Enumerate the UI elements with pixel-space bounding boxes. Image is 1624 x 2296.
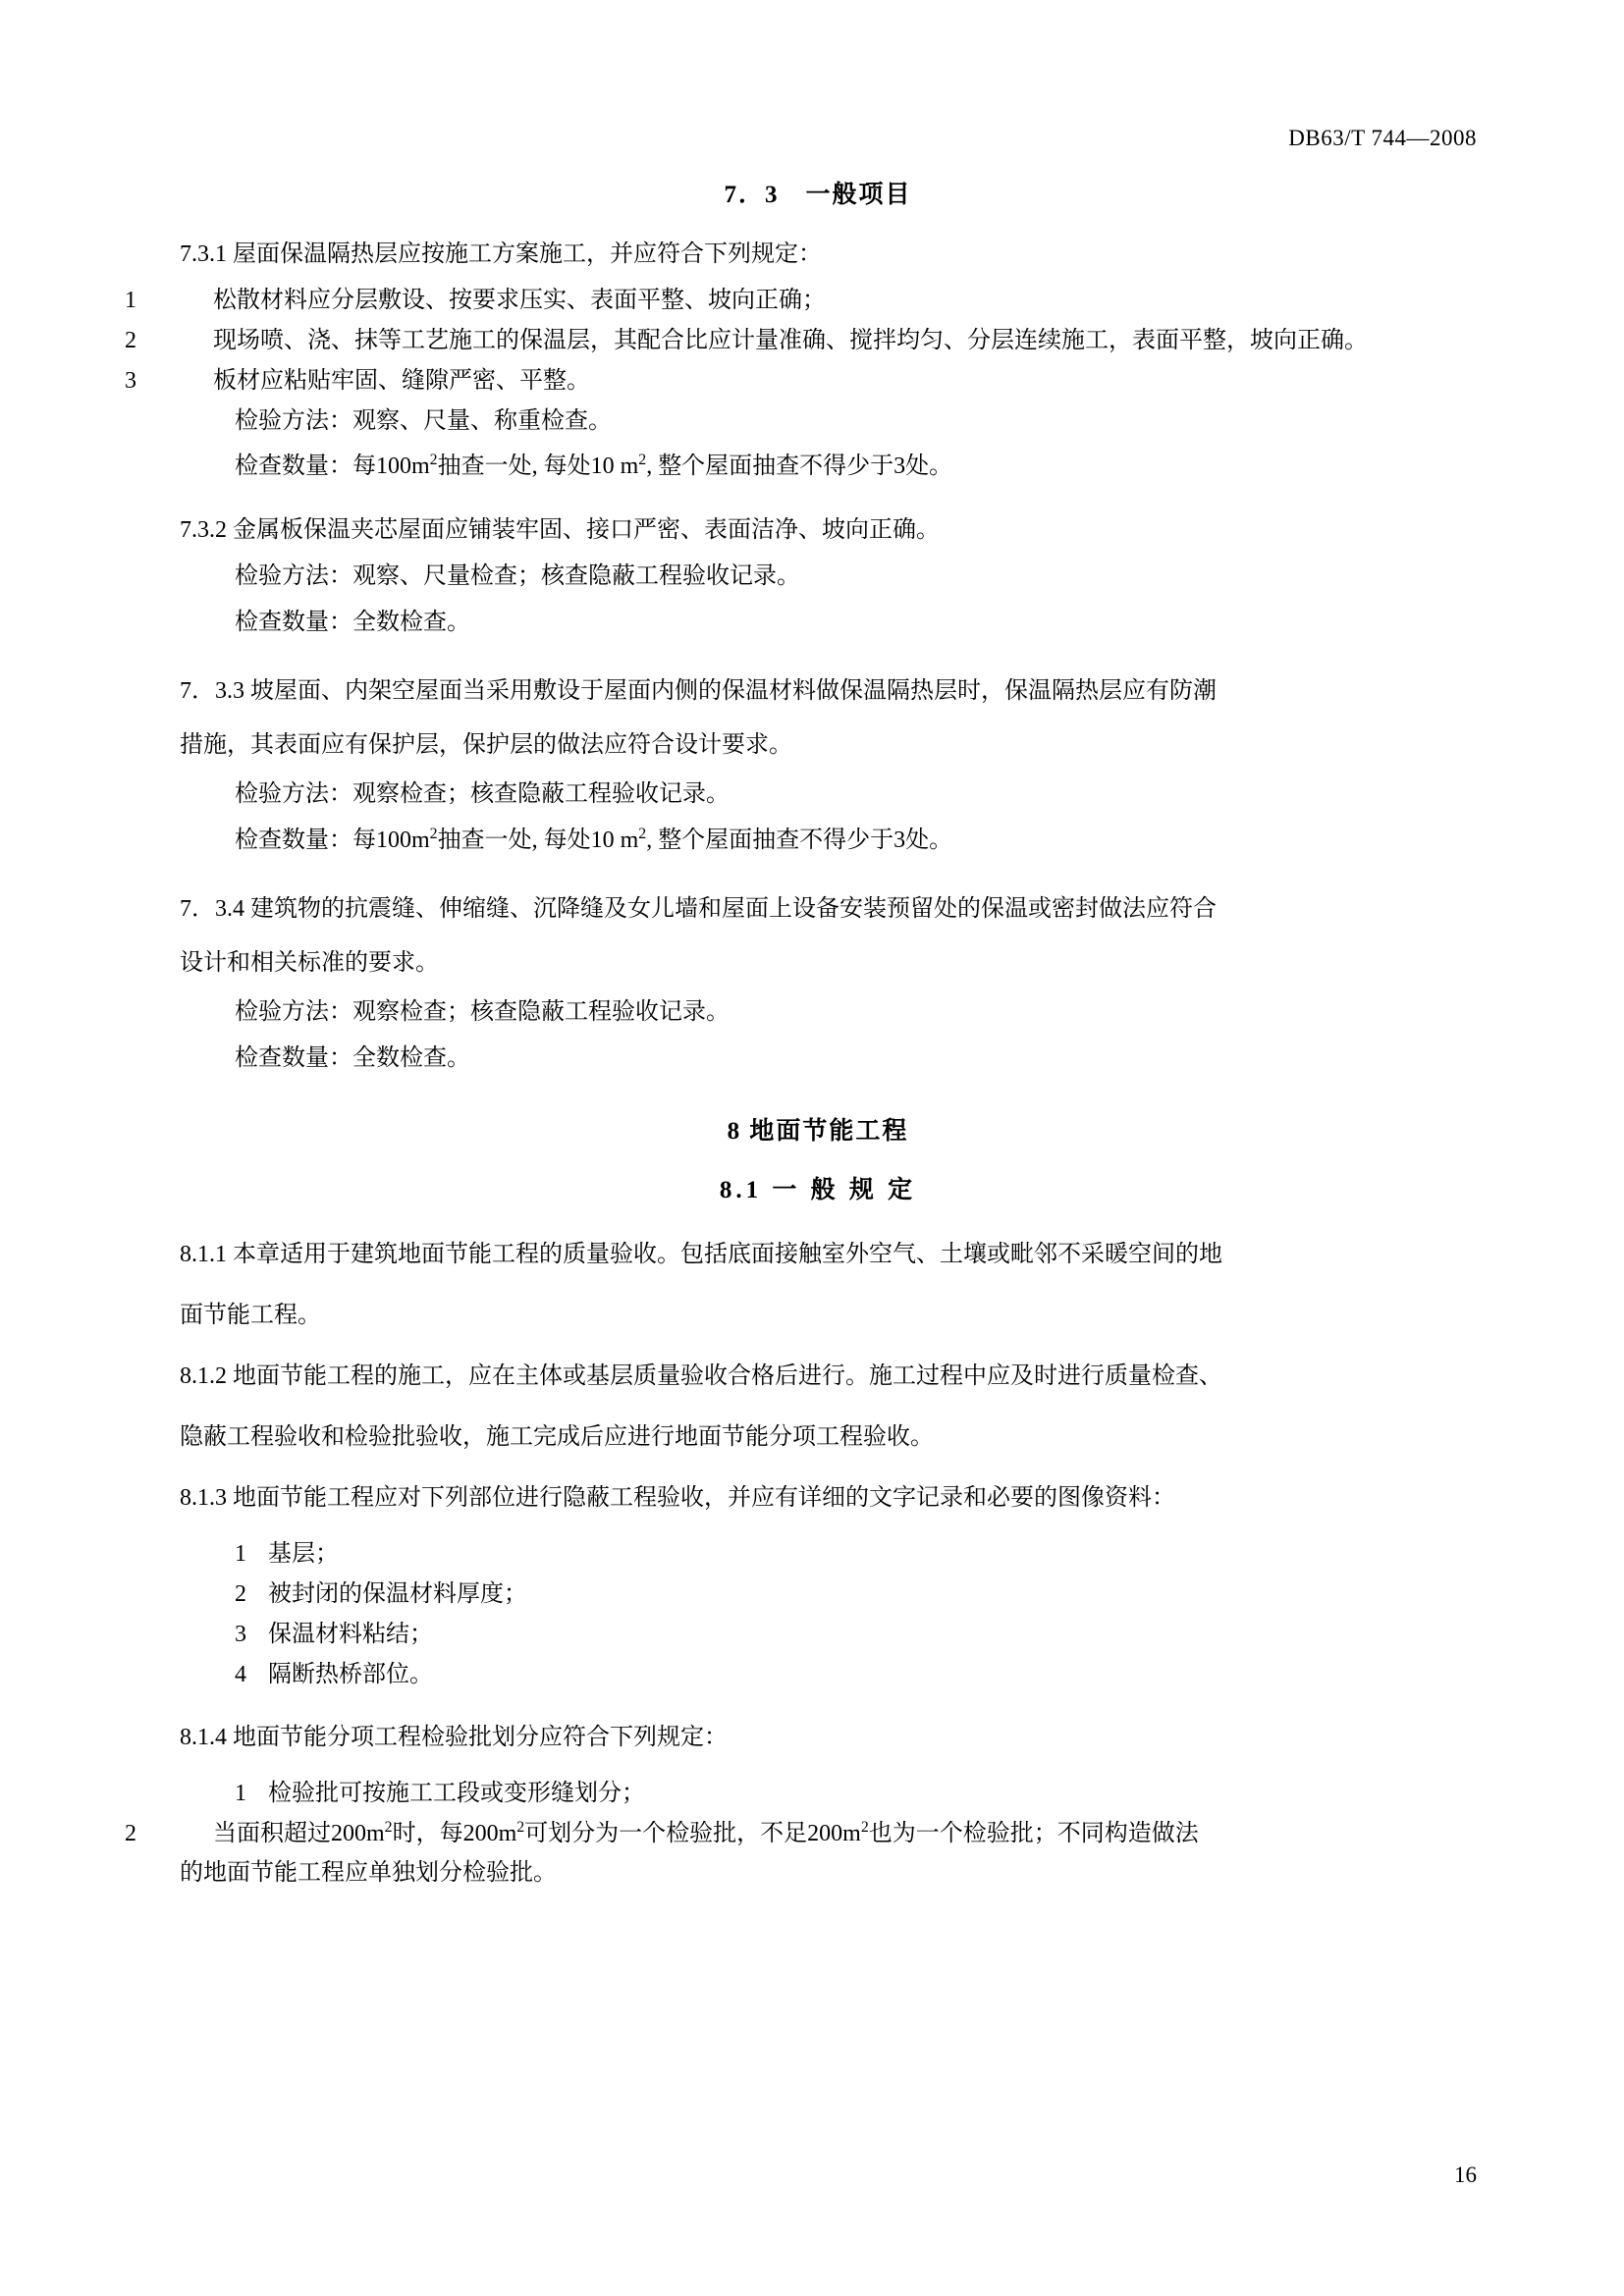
list-item: [125, 322, 1456, 360]
list-item: [180, 1656, 1456, 1694]
list-item: [125, 1815, 1456, 1853]
section-8-1-title: 8.1 一 般 规 定: [719, 1177, 917, 1204]
list-number: 3: [235, 1621, 246, 1647]
list-item: [125, 282, 1456, 320]
list-text: 现场喷、浇、抹等工艺施工的保温层，其配合比应计量准确、搅拌均匀、分层连续施工，表面平整，坡向正确。: [213, 327, 1368, 353]
clause-7-3-4-lead-line1: 7．3.4 建筑物的抗震缝、伸缩缝、沉降缝及女儿墙和屋面上设备安装预留处的保温或密封做法应符合: [180, 896, 1217, 922]
list-item: [180, 1535, 1456, 1574]
item-text-part: 也为一个检验批；不同构造做法: [868, 1820, 1199, 1846]
list-text: 被封闭的保温材料厚度；: [268, 1581, 527, 1607]
list-text: 松散材料应分层敷设、按要求压实、表面平整、坡向正确；: [213, 287, 826, 313]
item-text-part: 时，每200m: [392, 1820, 517, 1846]
unit-superscript: 2: [384, 1818, 393, 1836]
list-item: [125, 362, 1456, 400]
list-text: 板材应粘贴牢固、缝隙严密、平整。: [213, 367, 590, 394]
list-number: 1: [125, 287, 136, 313]
quantity-suffix: , 整个屋面抽查不得少于3处。: [646, 454, 953, 480]
clause-7-3-3-quantity: [235, 822, 1456, 860]
unit-superscript: 2: [638, 826, 647, 843]
clause-7-3-2-quantity: 检查数量：全数检查。: [235, 610, 470, 635]
unit-superscript: 2: [429, 826, 438, 843]
clause-7-3-4-lead-line2: 设计和相关标准的要求。: [180, 950, 439, 977]
clause-7-3-2-method: 检验方法：观察、尺量检查；核查隐蔽工程验收记录。: [235, 563, 800, 590]
list-text: 检验批可按施工工段或变形缝划分；: [268, 1780, 645, 1806]
chapter-8-title: 8 地面节能工程: [727, 1118, 909, 1146]
list-number: 2: [125, 1820, 136, 1846]
quantity-middle: 抽查一处, 每处10 m: [437, 454, 639, 480]
clause-8-1-2-line1: 8.1.2 地面节能工程的施工，应在主体或基层质量验收合格后进行。施工过程中应及时进行质量检查、: [180, 1363, 1222, 1390]
clause-7-3-1-lead: 7.3.1 屋面保温隔热层应按施工方案施工，并应符合下列规定：: [180, 241, 822, 267]
list-text: 隔断热桥部位。: [268, 1661, 433, 1687]
list-item: [180, 1775, 1456, 1813]
item-text-part: 可划分为一个检验批，不足200m: [524, 1820, 861, 1846]
unit-superscript: 2: [516, 1818, 525, 1836]
list-number: 2: [125, 327, 136, 353]
list-number: 4: [235, 1661, 246, 1687]
list-number: 1: [235, 1541, 246, 1568]
list-number: 2: [235, 1581, 246, 1607]
clause-7-3-4-quantity: 检查数量：全数检查。: [235, 1045, 470, 1072]
clause-8-1-2-line2: 隐蔽工程验收和检验批验收，施工完成后应进行地面节能分项工程验收。: [180, 1424, 934, 1451]
list-text: [213, 1818, 1199, 1846]
section-title-7-3: 7．3 一般项目: [724, 182, 912, 208]
list-item: [180, 1616, 1456, 1654]
unit-superscript: 2: [638, 452, 647, 469]
clause-8-1-1-line1: 8.1.1 本章适用于建筑地面节能工程的质量验收。包括底面接触室外空气、土壤或毗邻不采暖空间的地: [180, 1242, 1222, 1268]
page-content: [125, 175, 1456, 1896]
quantity-suffix: , 整个屋面抽查不得少于3处。: [646, 828, 953, 854]
list-number: 3: [125, 367, 136, 394]
clause-7-3-3-lead-line2: 措施，其表面应有保护层，保护层的做法应符合设计要求。: [180, 732, 792, 759]
clause-7-3-3-lead-line1: 7．3.3 坡屋面、内架空屋面当采用敷设于屋面内侧的保温材料做保温隔热层时，保温隔热层应有防潮: [180, 677, 1217, 704]
clause-7-3-4-method: 检验方法：观察检查；核查隐蔽工程验收记录。: [235, 999, 730, 1026]
unit-superscript: 2: [860, 1818, 869, 1836]
clause-7-3-1-quantity: [235, 448, 1456, 486]
list-number: 1: [235, 1780, 246, 1806]
clause-7-3-1-method: 检验方法：观察、尺量、称重检查。: [235, 407, 612, 434]
clause-8-1-4-item2-continuation: 的地面节能工程应单独划分检验批。: [180, 1860, 557, 1887]
clause-8-1-3-lead: 8.1.3 地面节能工程应对下列部位进行隐蔽工程验收，并应有详细的文字记录和必要的图像资料：: [180, 1485, 1175, 1512]
quantity-middle: 抽查一处, 每处10 m: [437, 828, 639, 854]
page-number: 16: [1454, 2163, 1477, 2187]
clause-7-3-3-method: 检验方法：观察检查；核查隐蔽工程验收记录。: [235, 781, 730, 808]
list-text: 基层；: [268, 1541, 339, 1568]
clause-7-3-2-lead: 7.3.2 金属板保温夹芯屋面应铺装牢固、接口严密、表面洁净、坡向正确。: [180, 517, 940, 544]
item-text-part: 当面积超过200m: [213, 1820, 385, 1846]
unit-superscript: 2: [429, 452, 438, 469]
list-item: [180, 1575, 1456, 1614]
page-header-standard-code: DB63/T 744—2008: [1288, 126, 1477, 150]
quantity-prefix: 检查数量：每100m: [235, 828, 430, 854]
clause-8-1-1-line2: 面节能工程。: [180, 1303, 321, 1329]
list-text: 保温材料粘结；: [268, 1621, 433, 1647]
quantity-prefix: 检查数量：每100m: [235, 454, 430, 480]
clause-8-1-4-lead: 8.1.4 地面节能分项工程检验批划分应符合下列规定：: [180, 1724, 728, 1750]
